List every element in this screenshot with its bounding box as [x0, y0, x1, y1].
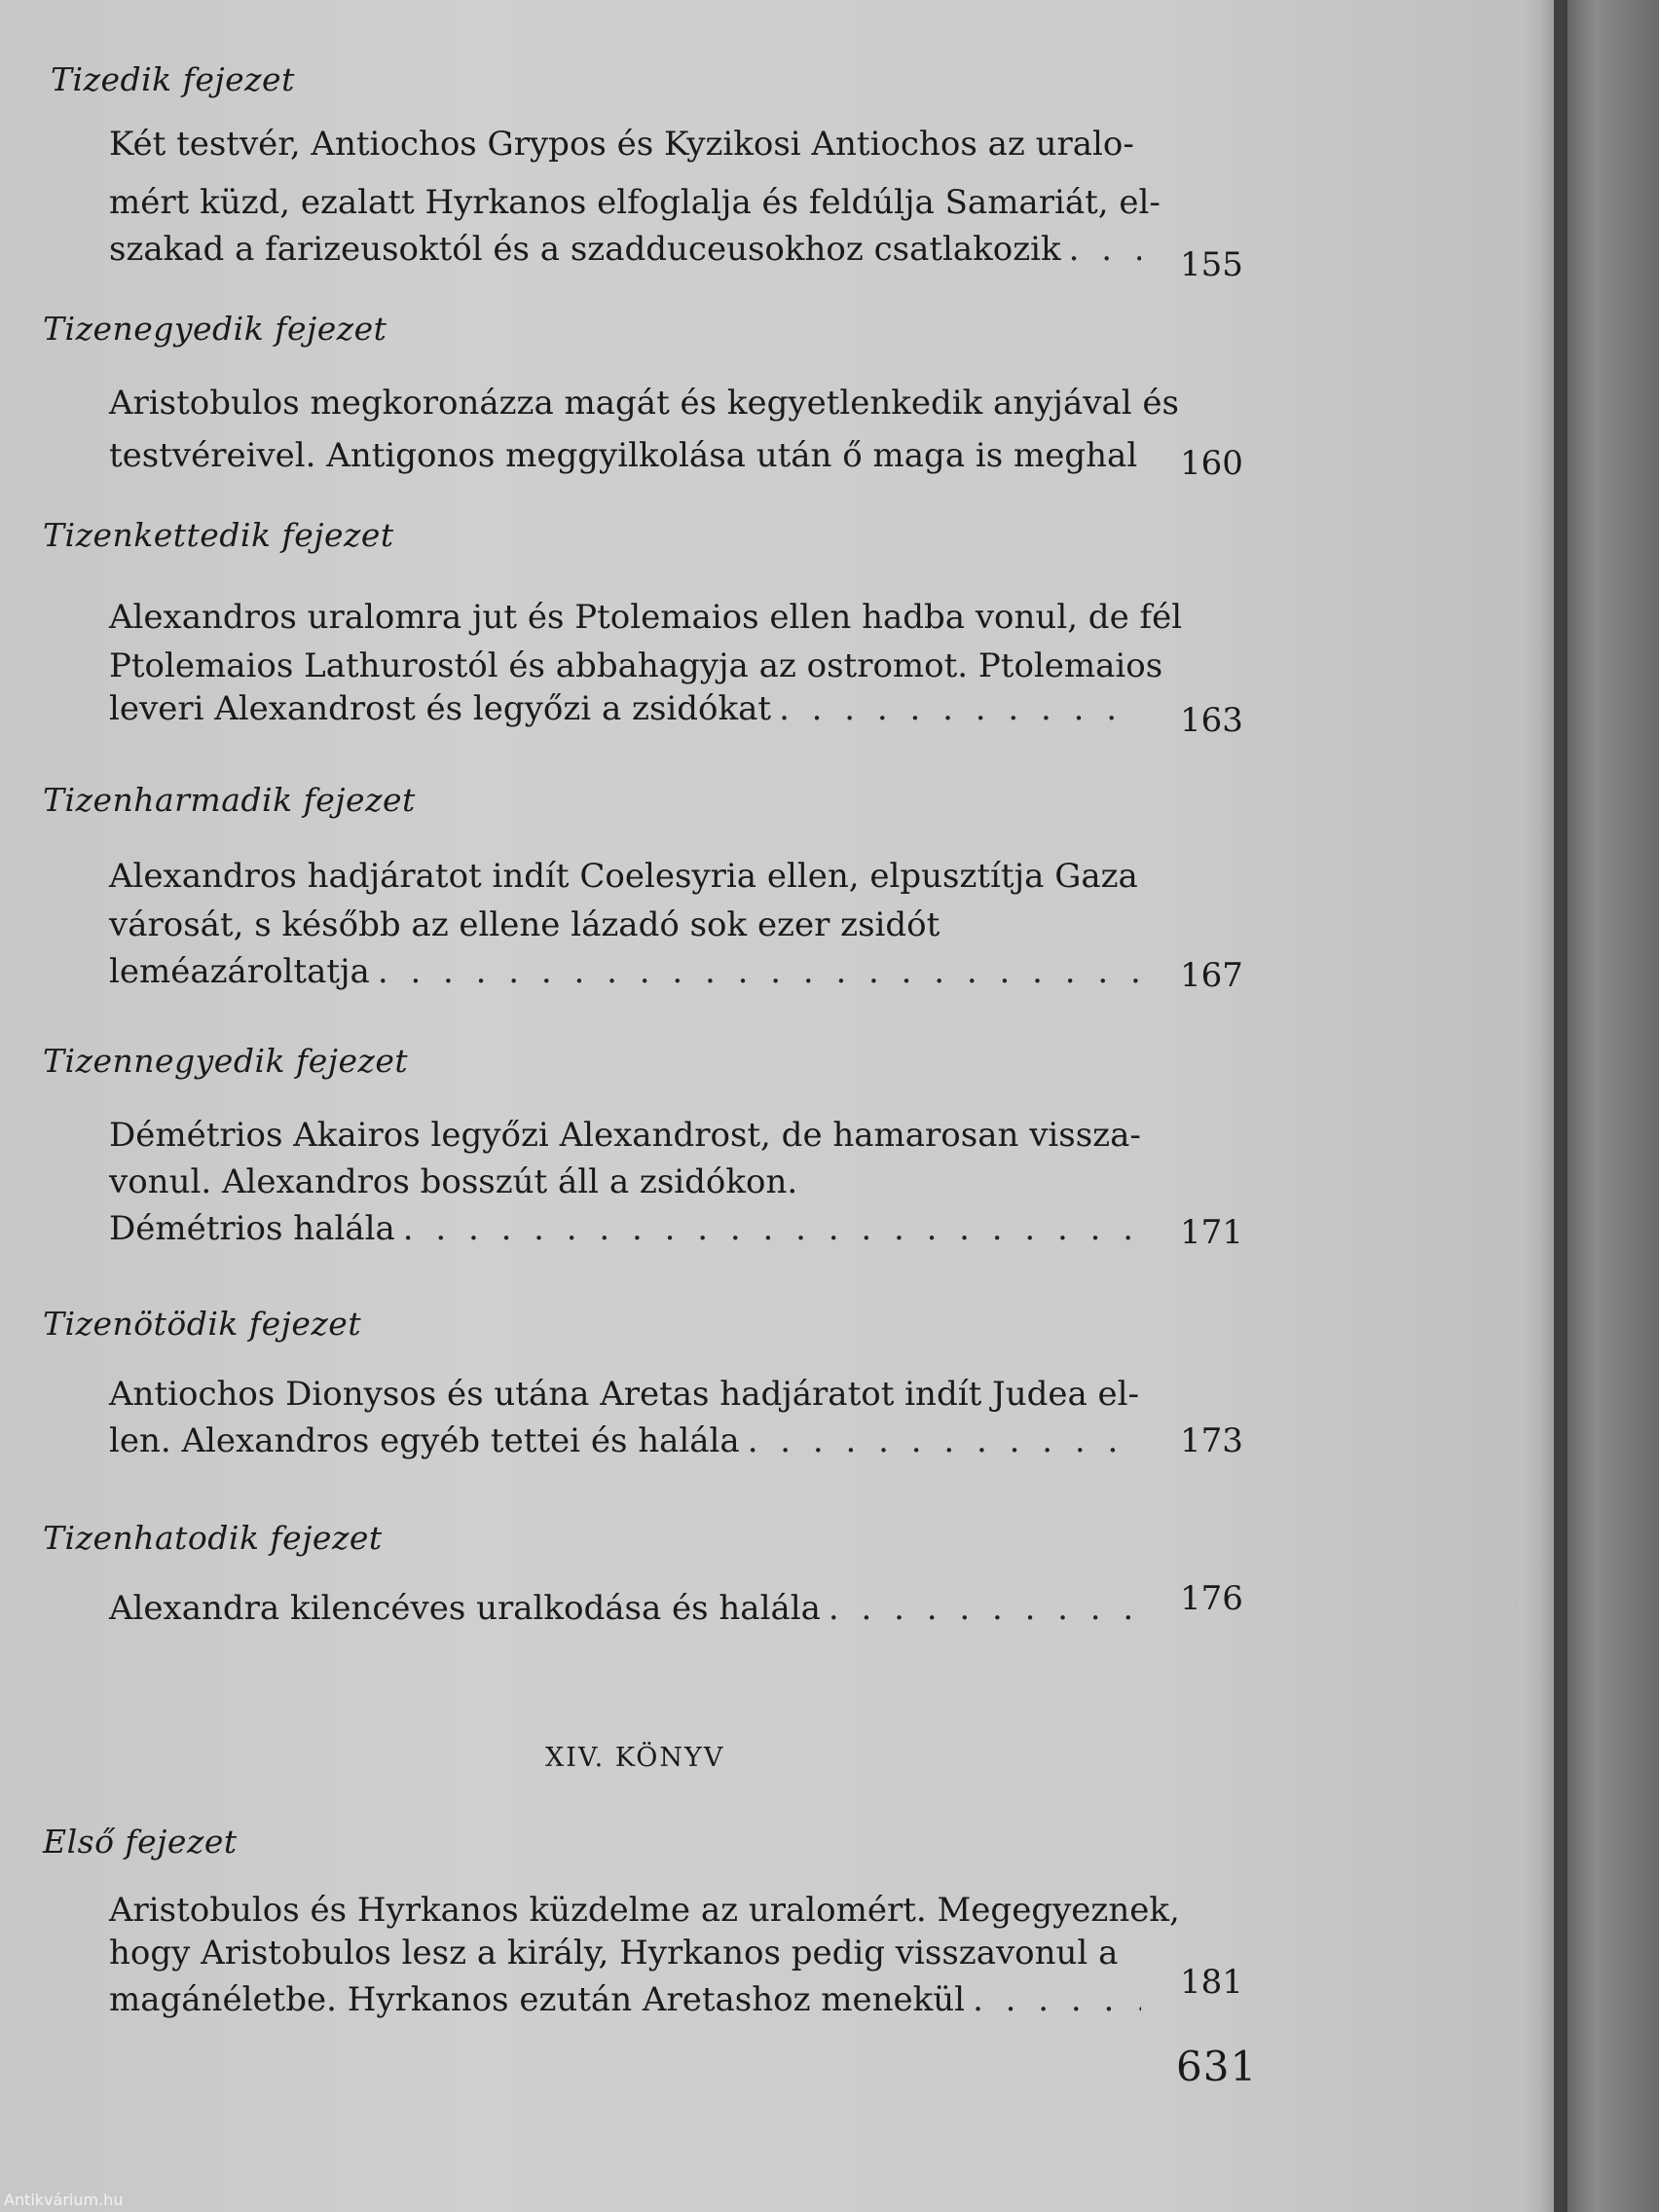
entry-text: szakad a farizeusoktól és a szadduceusokhoz csatlakozik [109, 230, 1061, 269]
page-reference: 160 [1180, 444, 1243, 483]
book-cover [1554, 0, 1659, 2212]
dot-leader [779, 689, 1141, 728]
page-reference: 181 [1180, 1963, 1243, 2002]
entry-line: Alexandros hadjáratot indít Coelesyria ellen, elpusztítja Gaza [109, 857, 1138, 896]
entry-line: Két testvér, Antiochos Grypos és Kyzikosi Antiochos az uralo- [109, 125, 1134, 164]
entry-text: Alexandra kilencéves uralkodása és halála [109, 1589, 821, 1628]
dot-leader [829, 1589, 1141, 1628]
entry-line: városát, s később az ellene lázadó sok ezer zsidót [109, 905, 940, 944]
entry-text: magánéletbe. Hyrkanos ezután Aretashoz menekül [109, 1980, 966, 2019]
entry-line: Aristobulos és Hyrkanos küzdelme az uralomért. Megegyeznek, [109, 1891, 1180, 1930]
entry-line: mért küzd, ezalatt Hyrkanos elfoglalja és feldúlja Samariát, el- [109, 183, 1161, 222]
page-number: 631 [1176, 2043, 1258, 2090]
page-reference: 176 [1180, 1579, 1243, 1618]
chapter-heading: Tizenkettedik fejezet [43, 516, 394, 554]
entry-last-line [109, 689, 1151, 728]
entry-last-line [109, 1209, 1151, 1248]
entry-line: vonul. Alexandros bosszút áll a zsidókon. [109, 1162, 798, 1201]
page-reference: 171 [1180, 1213, 1243, 1252]
book-title: XIV. KÖNYV [545, 1743, 725, 1773]
chapter-heading: Tizenötödik fejezet [43, 1305, 362, 1343]
entry-text: leveri Alexandrost és legyőzi a zsidókat [109, 689, 772, 728]
page-reference: 163 [1180, 701, 1243, 740]
dot-leader [973, 1980, 1141, 2019]
entry-text: len. Alexandros egyéb tettei és halála [109, 1421, 740, 1460]
chapter-heading: Tizedik fejezet [51, 60, 295, 98]
entry-line: Ptolemaios Lathurostól és abbahagyja az ostromot. Ptolemaios [109, 646, 1163, 685]
entry-text: leméazároltatja [109, 952, 370, 991]
entry-text: testvéreivel. Antigonos meggyilkolása után ő maga is meghal [109, 436, 1138, 475]
entry-last-line [109, 1589, 1151, 1628]
dot-leader [748, 1421, 1141, 1460]
entry-last-line [109, 1421, 1151, 1460]
page-reference: 155 [1180, 245, 1243, 284]
entry-last-line [109, 952, 1151, 991]
entry-line: Démétrios Akairos legyőzi Alexandrost, de hamarosan vissza- [109, 1116, 1141, 1155]
entry-line: Antiochos Dionysos és utána Aretas hadjáratot indít Judea el- [109, 1375, 1140, 1414]
entry-last-line [109, 230, 1151, 269]
chapter-heading: Tizennegyedik fejezet [43, 1042, 409, 1080]
dot-leader [403, 1209, 1141, 1248]
entry-line: hogy Aristobulos lesz a király, Hyrkanos pedig visszavonul a [109, 1934, 1119, 1972]
dot-leader [378, 952, 1141, 991]
chapter-heading: Tizenharmadik fejezet [43, 781, 416, 819]
entry-last-line [109, 436, 1151, 475]
chapter-heading: Tizenhatodik fejezet [43, 1519, 383, 1557]
page-reference: 173 [1180, 1421, 1243, 1460]
entry-line: Aristobulos megkoronázza magát és kegyetlenkedik anyjával és [109, 384, 1179, 423]
entry-last-line [109, 1980, 1151, 2019]
chapter-heading: Tizenegyedik fejezet [43, 310, 387, 348]
chapter-heading: Első fejezet [43, 1823, 238, 1861]
page-reference: 167 [1180, 956, 1243, 995]
dot-leader [1069, 230, 1141, 269]
entry-text: Démétrios halála [109, 1209, 395, 1248]
entry-line: Alexandros uralomra jut és Ptolemaios ellen hadba vonul, de fél [109, 598, 1183, 637]
watermark: Antikvárium.hu [4, 2191, 124, 2209]
